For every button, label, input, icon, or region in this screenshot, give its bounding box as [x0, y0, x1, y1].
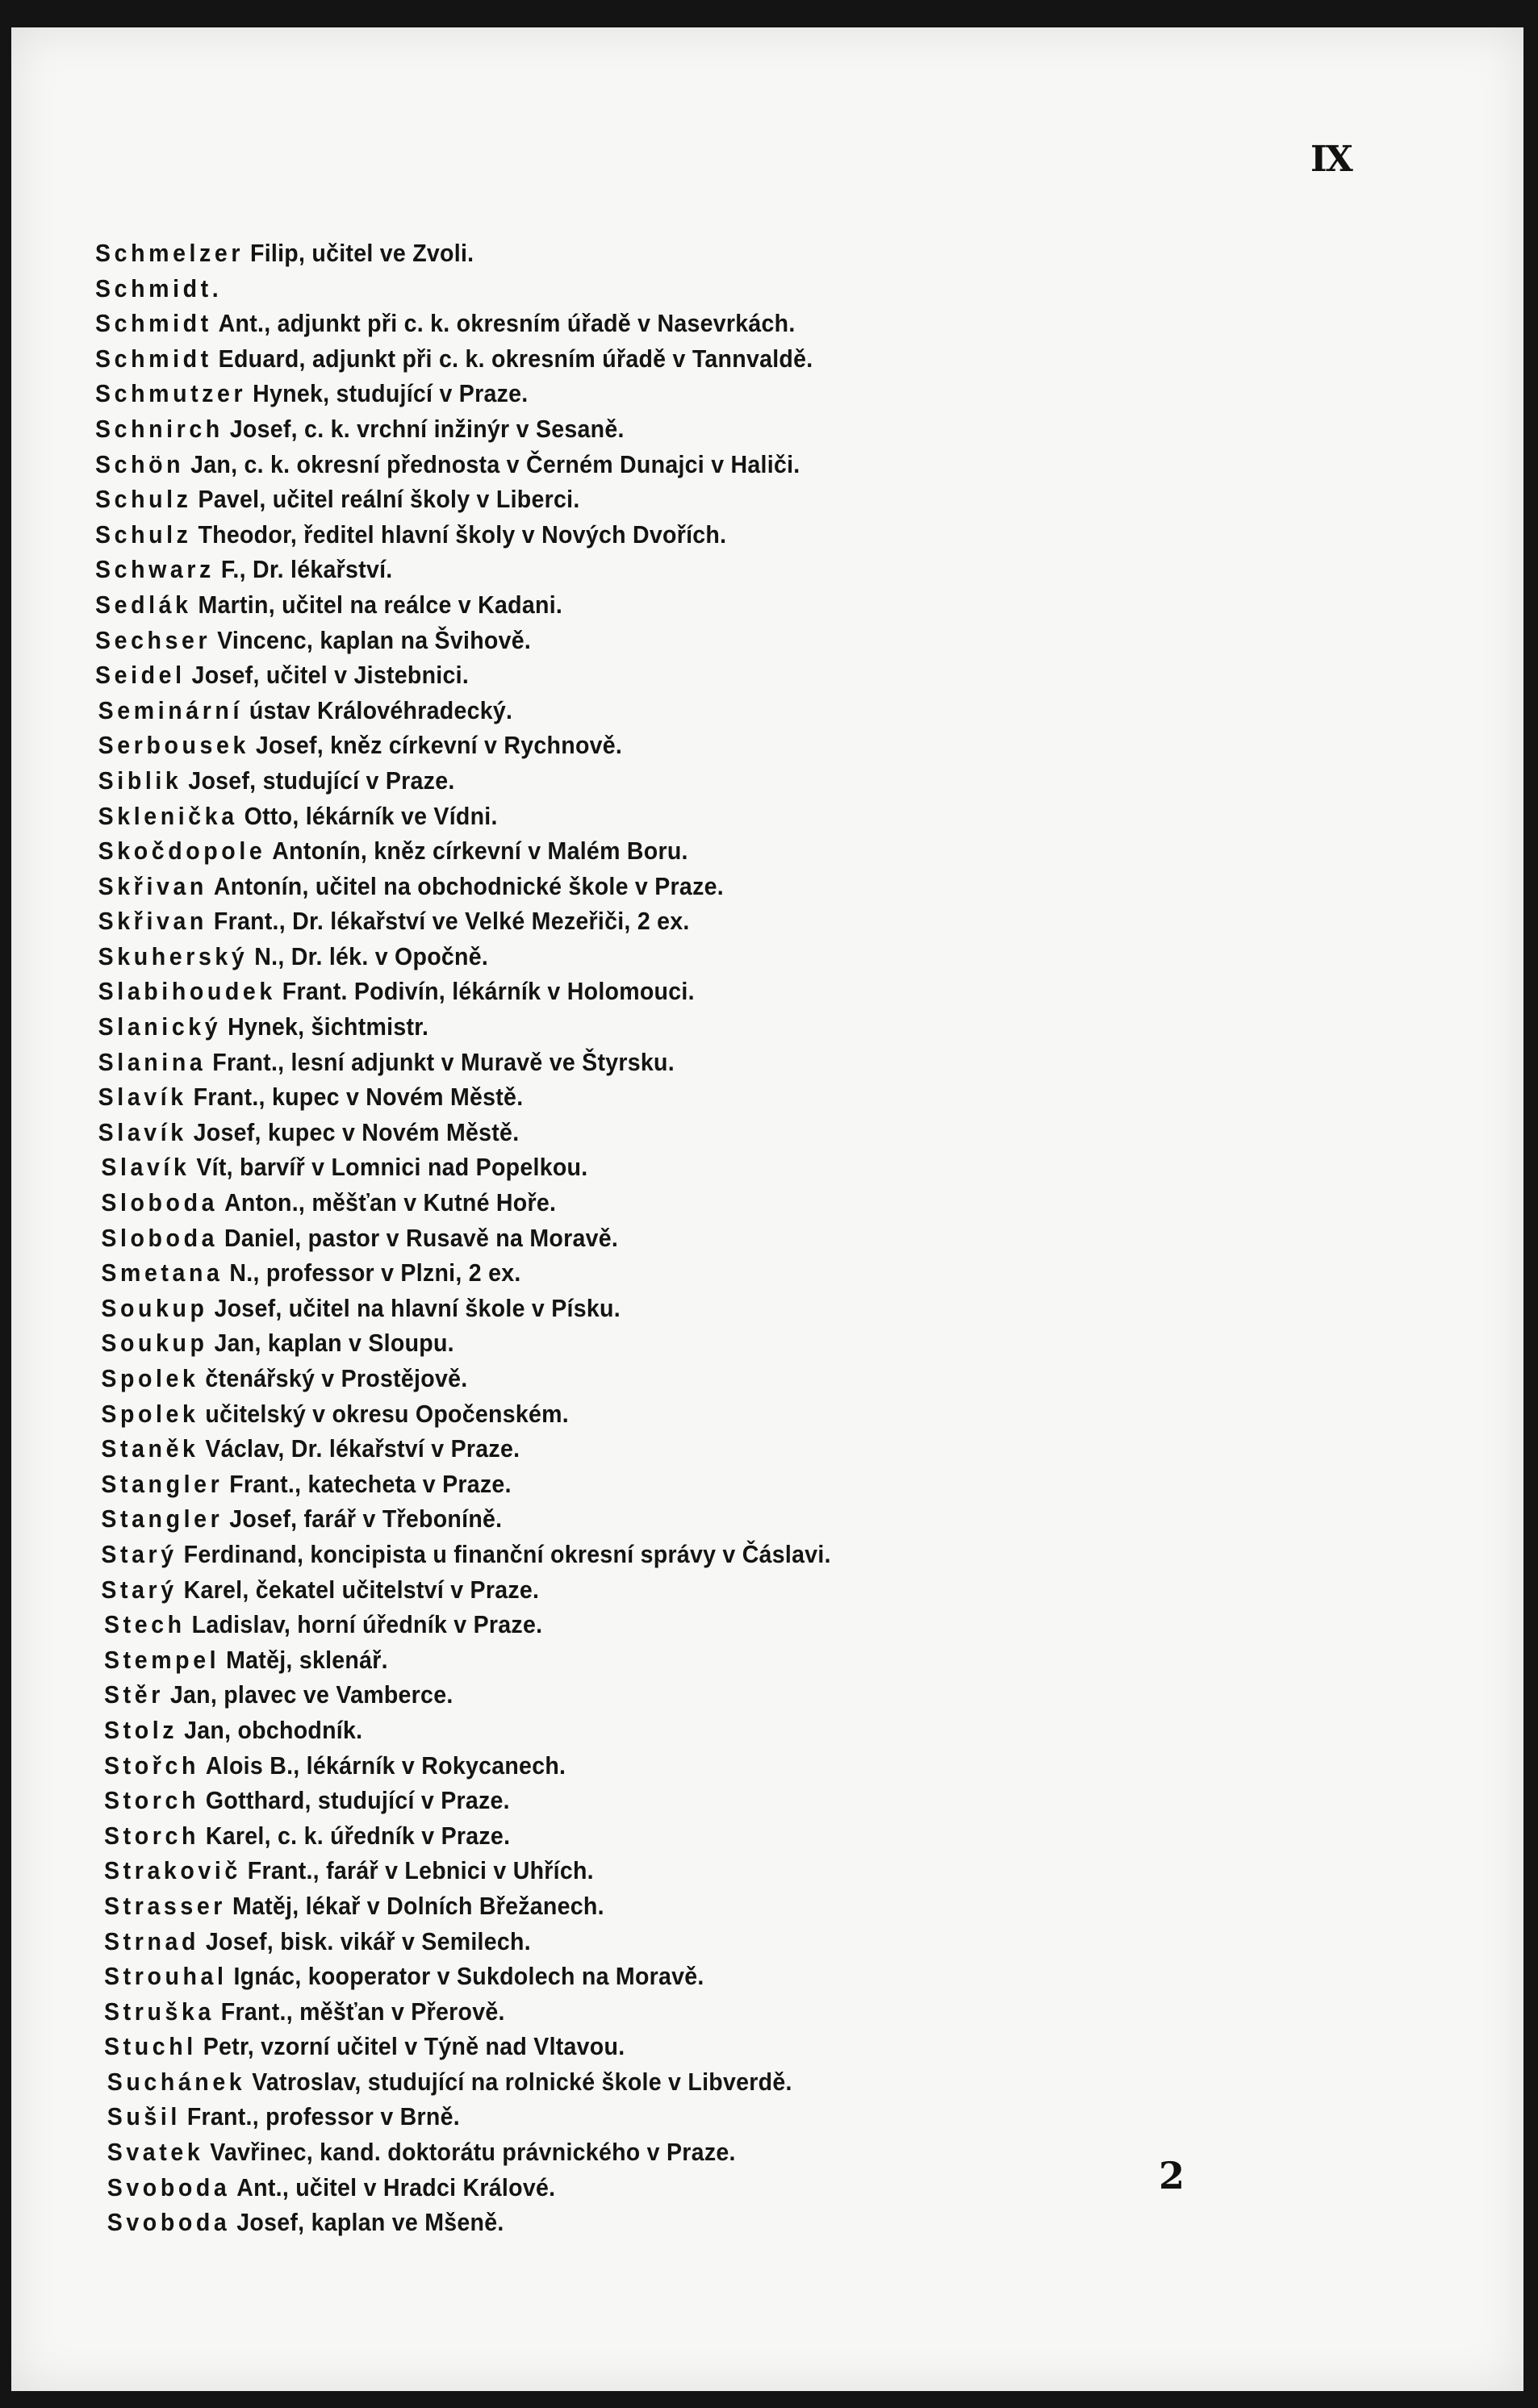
entry-surname: Serbousek [98, 731, 249, 760]
list-item [95, 1748, 1253, 1784]
list-item [95, 869, 1253, 904]
list-item [95, 1009, 1253, 1045]
page-number: IX [1310, 139, 1352, 180]
entry-details: Hynek, šichtmistr. [228, 1012, 429, 1041]
entry-surname: Stěr [104, 1680, 164, 1709]
entry-details: Anton., měšťan v Kutné Hoře. [224, 1188, 557, 1217]
entry-surname: Slanina [98, 1047, 207, 1076]
entry-details: Jan, c. k. okresní přednosta v Černém Dunajci v Haliči. [190, 449, 800, 478]
list-item [95, 693, 1253, 728]
entry-details: Hynek, studující v Praze. [253, 379, 529, 408]
subscriber-list [95, 236, 1354, 2240]
list-item [95, 447, 1253, 482]
list-item [95, 1079, 1253, 1115]
entry-surname: Schön [95, 449, 185, 478]
entry-surname: Sušil [107, 2102, 181, 2131]
entry-surname: Slanický [98, 1012, 222, 1041]
list-item [95, 2029, 1253, 2064]
list-item [95, 1467, 1253, 1502]
entry-details: Josef, kněz církevní v Rychnově. [255, 731, 623, 760]
entry-surname: Suchánek [107, 2067, 246, 2096]
entry-surname: Sloboda [101, 1223, 219, 1252]
list-item [95, 1361, 1253, 1396]
list-item [95, 1431, 1253, 1467]
document-page [11, 27, 1523, 2391]
list-item [95, 341, 1253, 377]
entry-details: Ignác, kooperator v Sukdolech na Moravě. [233, 1962, 704, 1991]
entry-details: Josef, c. k. vrchní inžinýr v Sesaně. [229, 414, 625, 443]
entry-details: Vít, barvíř v Lomnici nad Popelkou. [196, 1153, 588, 1182]
list-item [95, 1783, 1253, 1818]
entry-surname: Slavík [98, 1083, 187, 1112]
entry-surname: Schwarz [95, 555, 215, 584]
entry-details: Matěj, lékař v Dolních Břežanech. [232, 1891, 604, 1920]
list-item [95, 2205, 1253, 2240]
entry-details: Frant., Dr. lékařství ve Velké Mezeřiči, 2 ex. [213, 907, 690, 936]
entry-details: Antonín, učitel na obchodnické škole v Praze. [213, 871, 724, 900]
entry-surname: Strakovič [104, 1856, 241, 1885]
entry-details: F., Dr. lékařství. [220, 555, 393, 584]
entry-surname: Stempel [104, 1645, 220, 1674]
entry-surname: Seidel [95, 661, 186, 690]
list-item [95, 1888, 1253, 1924]
entry-surname: Skočdopole [98, 837, 266, 866]
list-item [95, 1045, 1253, 1080]
entry-details: Eduard, adjunkt při c. k. okresním úřadě v Tannvaldě. [218, 344, 813, 373]
list-item [95, 728, 1253, 763]
entry-surname: Storch [104, 1786, 199, 1815]
entry-surname: Schmutzer [95, 379, 247, 408]
list-item [95, 799, 1253, 834]
entry-surname: Sklenička [98, 801, 238, 830]
entry-surname: Schmidt [95, 309, 212, 338]
list-item [95, 411, 1253, 447]
list-item [95, 1572, 1253, 1608]
list-item [95, 271, 1253, 307]
entry-details: Gotthard, studující v Praze. [205, 1786, 510, 1815]
entry-details: čtenářský v Prostějově. [205, 1364, 468, 1392]
entry-details: Josef, kupec v Novém Městě. [193, 1117, 520, 1146]
entry-surname: Skřivan [98, 871, 207, 900]
entry-surname: Schulz [95, 520, 192, 549]
entry-details: Otto, lékárník ve Vídni. [244, 801, 498, 830]
entry-surname: Sechser [95, 625, 211, 654]
entry-details: Filip, učitel ve Zvoli. [250, 239, 474, 267]
entry-surname: Svatek [107, 2138, 204, 2167]
list-item [95, 974, 1253, 1009]
entry-details: Theodor, ředitel hlavní školy v Nových Dvořích. [198, 520, 727, 549]
entry-details: N., professor v Plzni, 2 ex. [229, 1258, 521, 1287]
list-item [95, 2064, 1253, 2100]
list-item [95, 763, 1253, 799]
entry-details: Karel, čekatel učitelství v Praze. [183, 1575, 540, 1604]
entry-details: Frant., kupec v Novém Městě. [193, 1083, 524, 1112]
list-item [95, 517, 1253, 553]
list-item [95, 1607, 1253, 1642]
entry-surname: Slavík [101, 1153, 190, 1182]
entry-surname: Starý [101, 1539, 178, 1568]
sheet-number: 2 [1159, 2154, 1185, 2197]
entry-surname: Spolek [101, 1364, 199, 1392]
entry-details: Josef, studující v Praze. [188, 766, 455, 795]
list-item [95, 482, 1253, 517]
entry-surname: Spolek [101, 1399, 199, 1428]
list-item [95, 2135, 1253, 2170]
entry-surname: Sloboda [101, 1188, 219, 1217]
entry-details: Josef, bisk. vikář v Semilech. [205, 1926, 531, 1955]
list-item [95, 833, 1253, 869]
entry-surname: Schnirch [95, 414, 224, 443]
list-item [95, 1713, 1253, 1748]
entry-details: Frant., farář v Lebnici v Uhřích. [247, 1856, 594, 1885]
entry-surname: Schmelzer [95, 239, 244, 267]
entry-details: Frant., professor v Brně. [186, 2102, 460, 2131]
list-item [95, 1255, 1253, 1291]
entry-surname: Skuherský [98, 941, 249, 970]
entry-details: N., Dr. lék. v Opočně. [254, 941, 489, 970]
entry-surname: Strasser [104, 1891, 227, 1920]
entry-details: Matěj, sklenář. [226, 1645, 388, 1674]
entry-details: Josef, kaplan ve Mšeně. [236, 2208, 504, 2237]
entry-surname: Slavík [98, 1117, 187, 1146]
list-item [95, 1959, 1253, 1994]
list-item [95, 236, 1253, 271]
entry-surname: Staněk [101, 1434, 199, 1463]
list-item [95, 939, 1253, 974]
entry-details: Martin, učitel na reálce v Kadani. [198, 590, 563, 619]
entry-surname: Seminární [98, 695, 243, 724]
list-item [95, 1642, 1253, 1678]
entry-surname: Stuchl [104, 2032, 197, 2061]
entry-surname: Soukup [101, 1329, 208, 1358]
entry-details: Josef, farář v Třeboníně. [229, 1504, 503, 1534]
entry-surname: Soukup [101, 1293, 208, 1322]
list-item [95, 1924, 1253, 1959]
list-item [95, 376, 1253, 411]
entry-surname: Stolz [104, 1715, 178, 1744]
entry-surname: Siblik [98, 766, 182, 795]
entry-details: Frant. Podivín, lékárník v Holomouci. [282, 977, 695, 1006]
list-item [95, 306, 1253, 341]
entry-details: Josef, učitel na hlavní škole v Písku. [214, 1293, 621, 1322]
entry-details: Jan, kaplan v Sloupu. [214, 1329, 454, 1358]
entry-details: Václav, Dr. lékařství v Praze. [205, 1434, 520, 1463]
entry-details: Ferdinand, koncipista u finanční okresní správy v Čáslavi. [183, 1539, 831, 1568]
entry-surname: Stangler [101, 1504, 224, 1534]
list-item [95, 2099, 1253, 2135]
entry-details: Vatroslav, studující na rolnické škole v Libverdě. [252, 2067, 792, 2096]
entry-surname: Stech [104, 1610, 186, 1639]
list-item [95, 1994, 1253, 2030]
entry-details: Vincenc, kaplan na Švihově. [217, 625, 532, 654]
entry-details: Daniel, pastor v Rusavě na Moravě. [224, 1223, 619, 1252]
entry-surname: Svoboda [107, 2208, 231, 2237]
entry-surname: Smetana [101, 1258, 224, 1287]
entry-details: Jan, plavec ve Vamberce. [169, 1680, 453, 1709]
entry-details: Karel, c. k. úředník v Praze. [205, 1821, 511, 1850]
entry-details: Pavel, učitel reální školy v Liberci. [198, 485, 580, 514]
list-item [95, 552, 1253, 587]
entry-details: Ladislav, horní úředník v Praze. [191, 1610, 543, 1639]
list-item [95, 1185, 1253, 1221]
entry-details: Frant., měšťan v Přerově. [220, 1997, 505, 2026]
entry-surname: Svoboda [107, 2172, 231, 2201]
list-item [95, 1291, 1253, 1326]
list-item [95, 904, 1253, 939]
list-item [95, 1818, 1253, 1854]
entry-details: Ant., učitel v Hradci Králové. [236, 2172, 556, 2201]
entry-details: Antonín, kněz církevní v Malém Boru. [272, 837, 688, 866]
entry-details: Ant., adjunkt při c. k. okresním úřadě v Nasevrkách. [218, 309, 796, 338]
entry-details: Jan, obchodník. [184, 1715, 363, 1744]
list-item [95, 1396, 1253, 1432]
list-item [95, 1677, 1253, 1713]
list-item [95, 623, 1253, 658]
entry-surname: Stořch [104, 1751, 199, 1780]
entry-details: Petr, vzorní učitel v Týně nad Vltavou. [203, 2032, 625, 2061]
entry-surname: Strnad [104, 1926, 199, 1955]
entry-surname: Slabihoudek [98, 977, 276, 1006]
entry-details: Josef, učitel v Jistebnici. [191, 661, 470, 690]
list-item [95, 1221, 1253, 1256]
entry-surname: Starý [101, 1575, 178, 1604]
list-item [95, 1115, 1253, 1150]
entry-details: Frant., lesní adjunkt v Muravě ve Štyrsku. [212, 1047, 675, 1076]
list-item [95, 587, 1253, 623]
entry-surname: Schulz [95, 485, 192, 514]
list-item [95, 2170, 1253, 2206]
entry-details: Alois B., lékárník v Rokycanech. [205, 1751, 566, 1780]
entry-surname: Struška [104, 1997, 215, 2026]
list-item [95, 657, 1253, 693]
list-item [95, 1325, 1253, 1361]
entry-details: Vavřinec, kand. doktorátu právnického v Praze. [210, 2138, 736, 2167]
entry-surname: Skřivan [98, 907, 207, 936]
list-item [95, 1150, 1253, 1185]
entry-details: učitelský v okresu Opočenském. [205, 1399, 569, 1428]
list-item [95, 1537, 1253, 1572]
entry-surname: Schmidt. [95, 273, 223, 303]
list-item [95, 1853, 1253, 1888]
list-item [95, 1501, 1253, 1537]
entry-surname: Sedlák [95, 590, 192, 619]
entry-surname: Storch [104, 1821, 199, 1850]
entry-surname: Stangler [101, 1469, 224, 1498]
entry-surname: Schmidt [95, 344, 212, 373]
entry-surname: Strouhal [104, 1962, 228, 1991]
entry-details: Frant., katecheta v Praze. [229, 1469, 512, 1498]
entry-details: ústav Královéhradecký. [249, 695, 513, 724]
